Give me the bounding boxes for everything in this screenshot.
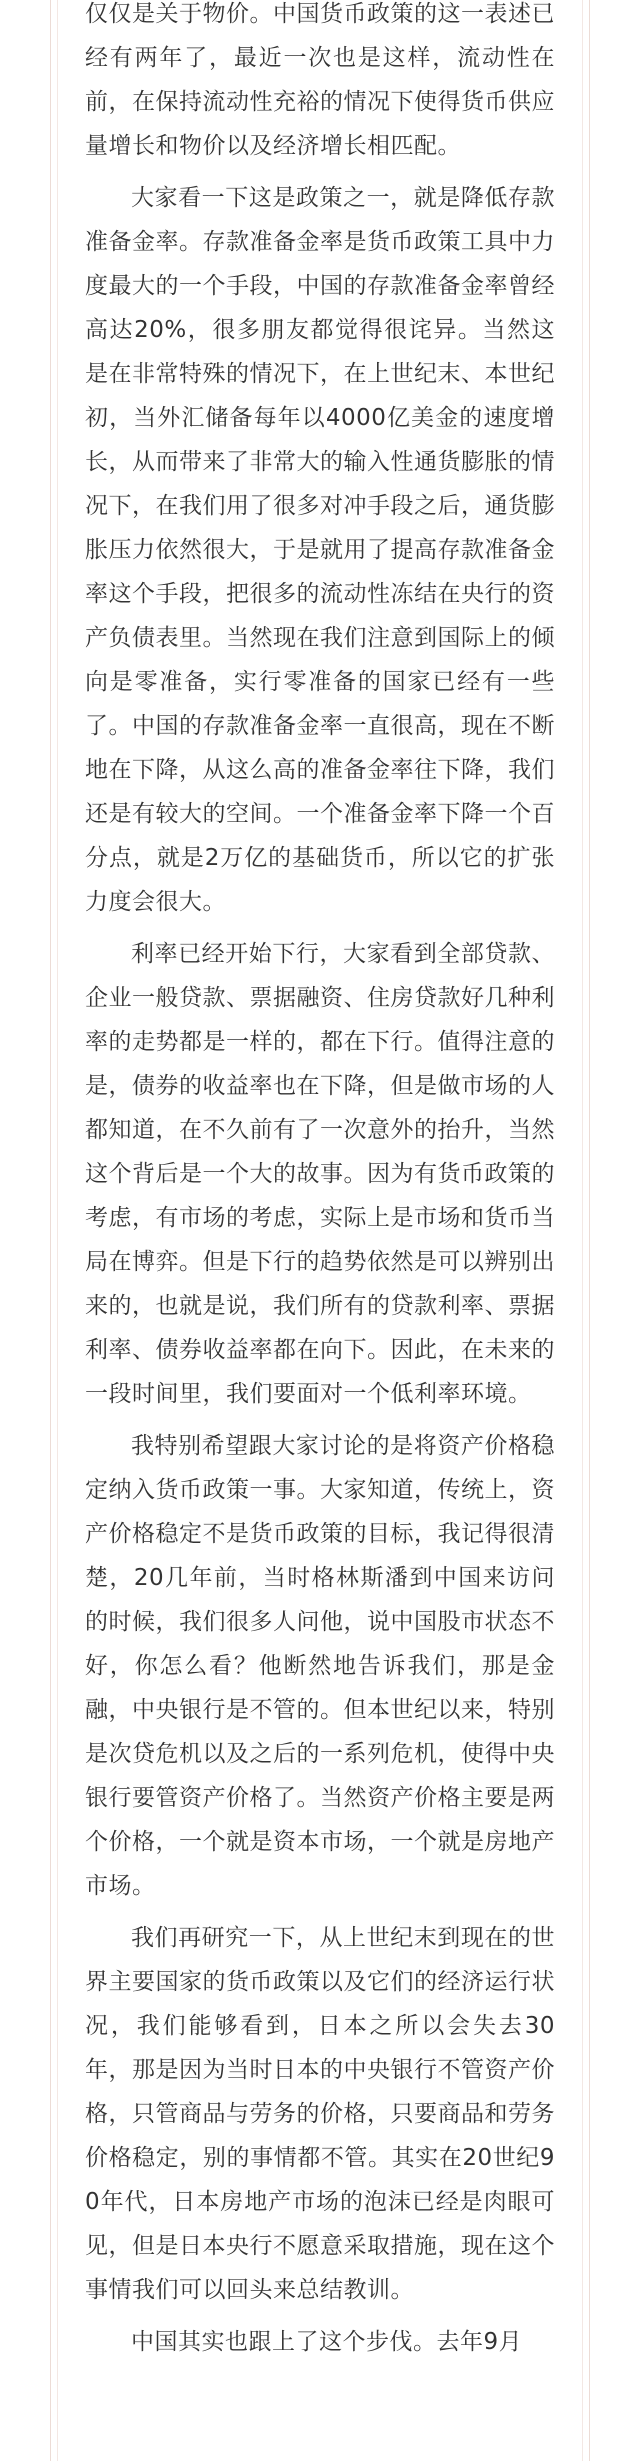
paragraph: 我特别希望跟大家讨论的是将资产价格稳定纳入货币政策一事。大家知道，传统上，资产价格稳定不是货币政策的目标，我记得很清楚，20几年前，当时格林斯潘到中国来访问的时候，我们很多人问他，说中国股市状态不好，你怎么看？他断然地告诉我们，那是金融，中央银行是不管的。但本世纪以来，特别是次贷危机以及之后的一系列危机，使得中央银行要管资产价格了。当然资产价格主要是两个价格，一个就是资本市场，一个就是房地产市场。: [85, 1433, 555, 1899]
paragraph: 我们再研究一下，从上世纪末到现在的世界主要国家的货币政策以及它们的经济运行状况，我们能够看到，日本之所以会失去30年，那是因为当时日本的中央银行不管资产价格，只管商品与劳务的价格，只要商品和劳务价格稳定，别的事情都不管。其实在20世纪90年代，日本房地产市场的泡沫已经是肉眼可见，但是日本央行不愿意采取措施，现在这个事情我们可以回头来总结教训。: [85, 1925, 555, 2303]
paragraph: 中国其实也跟上了这个步伐。去年9月: [131, 2329, 523, 2355]
paragraph: 利率已经开始下行，大家看到全部贷款、企业一般贷款、票据融资、住房贷款好几种利率的走势都是一样的，都在下行。值得注意的是，债券的收益率也在下降，但是做市场的人都知道，在不久前有了一次意外的抬升，当然这个背后是一个大的故事。因为有货币政策的考虑，有市场的考虑，实际上是市场和货币当局在博弈。但是下行的趋势依然是可以辨别出来的，也就是说，我们所有的贷款利率、票据利率、债券收益率都在向下。因此，在未来的一段时间里，我们要面对一个低利率环境。: [85, 941, 555, 1407]
paragraph: 仅仅是关于物价。中国货币政策的这一表述已经有两年了，最近一次也是这样，流动性在前，在保持流动性充裕的情况下使得货币供应量增长和物价以及经济增长相匹配。: [85, 1, 555, 159]
paragraph: 大家看一下这是政策之一，就是降低存款准备金率。存款准备金率是货币政策工具中力度最大的一个手段，中国的存款准备金率曾经高达20%，很多朋友都觉得很诧异。当然这是在非常特殊的情况下，在上世纪末、本世纪初，当外汇储备每年以4000亿美金的速度增长，从而带来了非常大的输入性通货膨胀的情况下，在我们用了很多对冲手段之后，通货膨胀压力依然很大，于是就用了提高存款准备金率这个手段，把很多的流动性冻结在央行的资产负债表里。当然现在我们注意到国际上的倾向是零准备，实行零准备的国家已经有一些了。中国的存款准备金率一直很高，现在不断地在下降，从这么高的准备金率往下降，我们还是有较大的空间。一个准备金率下降一个百分点，就是2万亿的基础货币，所以它的扩张力度会很大。: [85, 185, 555, 915]
article-body: [85, 0, 555, 2372]
